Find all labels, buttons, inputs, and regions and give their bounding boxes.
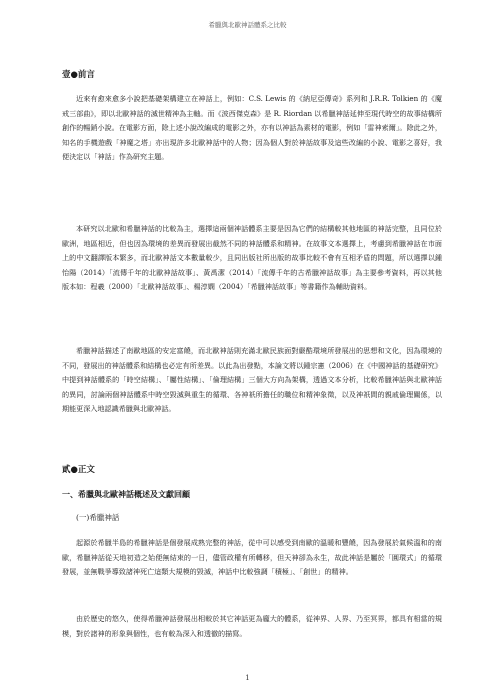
page-number: 1 [245, 674, 250, 682]
paragraph: 起源於希臘半島的希臘神話是個發展成熟完整的神話，從中可以感受到南歐的溫暖和豐饒，因為發展於氣候溫和的南歐，希臘神話從天地初造之始便無結束的一日，儘管政權有所轉移，但天神卻為永生，故此神話是屬於「圓環式」的循環發展，並無戰爭導致諸神死亡這類大規模的毀滅，神話中比較強調「積極」、「創世」的精神。 [62, 538, 442, 576]
subsection-heading: 一、希臘與北歐神話概述及文獻回顧 [62, 489, 190, 499]
paragraph: 本研究以北歐和希臘神話的比較為主，選擇這兩個神話體系主要是因為它們的結構較其他地區的神話完整，且同位於歐洲，地區相近，但也因為環境的差異而發展出截然不同的神話體系和精神。在故事文本選擇上，考慮到希臘神話在市面上的中文翻譯版本繁多，而北歐神話文本數量較少，且同出版社所出版的故事比較不會有互相矛盾的問題，所以選擇以鍾怡陽（2014）「流傳千年的北歐神話故事」、黃禹潔（2014）「流傳千年的古希臘神話故事」為主要參考資料，再以其他版本如：程羲（2000）「北歐神話故事」、楊淳嫻（2004）「希臘神話故事」等書籍作為輔助資料。 [62, 224, 442, 291]
subsubsection-heading: (一)希臘神話 [76, 513, 120, 522]
paragraph: 由於歷史的悠久，使得希臘神話發展出相較於其它神話更為龐大的體系，從神界、人界、乃至冥界，都具有相當的規模，對於諸神的形象與個性，也有較為深入和透徹的描寫。 [62, 614, 442, 638]
paragraph: 近來有愈來愈多小說把基礎架構建立在神話上，例如：C.S. Lewis 的《納尼亞傳奇》系列和 J.R.R. Tolkien 的《魔戒三部曲》，即以北歐神話的滅世精神為主軸。而《波西傑克森》是 R. Riordan 以希臘神話延伸至現代時空的故事結構所創作的暢銷小說。在電影方面，除上述小說改編成的電影之外，亦有以神話為素材的電影，例如「雷神索爾」。除此之外，知名的手機遊戲「神魔之塔」亦出現許多北歐神話中的人物；因為個人對於神話故事及這些改編的小說、電影之喜好，我便決定以「神話」作為研究主題。 [62, 94, 442, 161]
section-heading-preface: 壹●前言 [62, 70, 95, 80]
running-header: 希臘與北歐神話體系之比較 [208, 21, 287, 29]
paragraph: 希臘神話描述了南歐地區的安定富饒，而北歐神話則充滿北歐民族面對嚴酷環境所發展出的思想和文化，因為環境的不同，發展出的神話體系和結構也必定有所差異。以此為出發點，本論文將以鍾宗憲（2006）在《中國神話的基礎研究》中提到神話體系的「時空結構」、「屬性結構」、「倫理結構」三個大方向為架構，透過文本分析，比較希臘神話與北歐神話的異同，討論兩個神話體系中時空毀滅與重生的循環、各神祇所擔任的職位和精神象徵，以及神祇間的親戚倫理關係，以期能更深入地認識希臘與北歐神話。 [62, 346, 442, 413]
section-heading-body: 貳●正文 [62, 465, 95, 475]
